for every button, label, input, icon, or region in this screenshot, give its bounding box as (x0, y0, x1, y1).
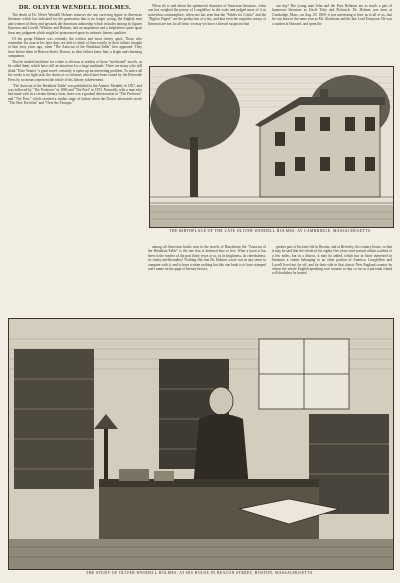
paragraph: The death of Dr. Oliver Wendell Holmes removes the one surviving figure in American literature which has indicated for the generation that is no longer young, the English men and women of thirty and upwards the American authorship which includes among its figures Emerson and Lowell, Whittier and Holmes, had an inspiration and a helpfulness quite apart from any judgment which might be pronounced upon its intrinsic literary qualities. (8, 13, 142, 35)
study-engraving (8, 318, 394, 570)
article-column-4 (148, 245, 266, 305)
article-column-3 (272, 4, 392, 64)
paragraph: When all is said about the ephemeral character of American literature, when one has weighed the poetry of Longfellow in the scale and judged most of it as somewhat commonplace, when one has seen that the "Fables for Critics" and the "Biglow Papers" are the production of a day, and that even the exquisite essays of Emerson are not for all time, we may yet have a shrewd suspicion that (148, 4, 266, 26)
paragraph: Of the group Holmes was certainly the wittiest and most cheery spirit. Those who remember the man in his later days are able to think of him exactly as their fathers thought of him forty years ago, when "The Autocrat of the Breakfast-Table" first appeared. They have before them in Beacon Street, Boston, as their fathers knew him, a bright and charming companion. (8, 36, 142, 59)
article-title: DR. OLIVER WENDELL HOLMES. (18, 4, 132, 11)
article-column-5 (272, 245, 392, 305)
paragraph: among all American books next to the novels of Hawthorne the "Autocrat of the Breakfast-Table" is the one that is destined best to live. What a boon it has been to the readers of the past thirty years or so, in its brightness, its cheerfulness, its chatty intellectuality! Nothing else that Dr. Holmes wrote was in any sense to compare with it, and to have written nothing but this one book is to have stamped one's name on the page of literary history. (148, 245, 266, 272)
paragraph: greater part of his later life in Boston, and at Beverley, his country house, so that it may be said that the whole of his eighty-five years were passed within a radius of a few miles, but in a district, it may be added, which has in those interested in literature a charm belonging to no other portion of America. Longfellow and Lowell lived not far off, and by their side in that classic New England country he whom the whole English-speaking race mourns to-day so far as a personal friend will doubtless be buried. (272, 245, 392, 276)
paragraph: "The Autocrat of the Breakfast-Table" was published in the Atlantic Monthly in 1857, and was followed by "The Professor" in 1860 and "The Poet" in 1872. Naturally, with a man who had made a hit in a certain literary form, there was a gradual deterioration in "The Professor" and "The Poet," which reached a further stage of failure when the Doctor afterwards wrote "The New Portfolio" and "Over the Teacups." (8, 83, 142, 106)
article-column-1 (8, 13, 142, 303)
birthplace-engraving (149, 66, 394, 228)
birthplace-illustration (150, 67, 393, 227)
article-column-2 (148, 4, 266, 64)
birthplace-caption: THE BIRTHPLACE OF THE LATE OLIVER WENDELL HOLMES, AT CAMBRIDGE, MASSACHUSETTS. (169, 229, 372, 233)
study-caption: THE STUDY OF OLIVER WENDELL HOLMES, AT HIS HOUSE IN BEACON STREET, BOSTON, MASSACHUSETTS. (86, 571, 314, 575)
paragraph: That he studied medicine for a time is obvious to readers of those "medicated" novels, as he called them, which have still an attraction for a large multitude. There are many who still think "Elsie Venner" a great novel; certainly, it opens up an interesting problem. To notice all his works is no light task; the dozen or so volumes which have been issued by the Riverside Press by no means represent the whole of his literary achievement. (8, 60, 142, 82)
study-illustration (9, 319, 393, 569)
paragraph: our day! The young man John and the Poor Relation are as much a part of humorous literature as Uncle Toby and Pickwick. Dr. Holmes was born at Cambridge, Mass., on Aug. 29, 1809: it was interesting to him, as to all of us, that he was born in the same year as Mr. Gladstone and the late Lord Tennyson. He was a student at Harvard, and spent the (272, 4, 392, 26)
